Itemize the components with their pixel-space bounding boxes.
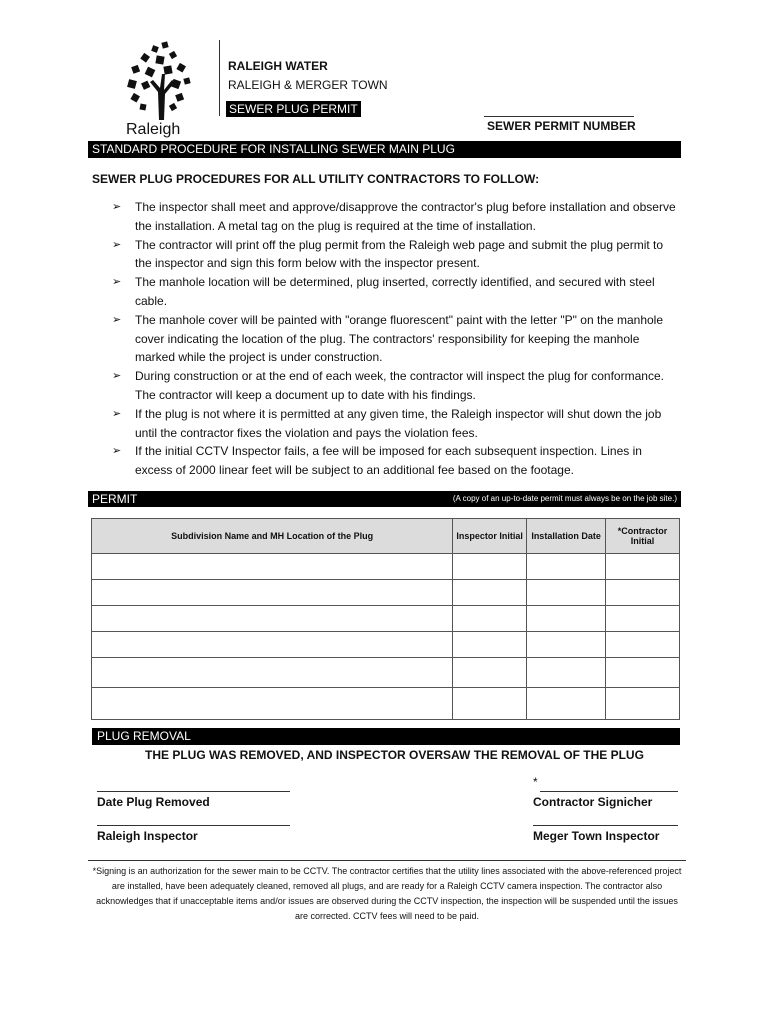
arrow-bullet-icon: ➢ [112, 445, 122, 458]
footer-disclaimer: *Signing is an authorization for the sewer main to be CCTV. The contractor certifies that the utility lines associated with the above-referenced project are installed, have been adequately cleaned, removed all plugs, and are ready for a Raleigh CCTV camera inspection. The contractor also acknowledges that if unacceptable items and/or issues are observed during the CCTV inspection, the inspection will be suspended until the issues are corrected. CCTV fees will need to be paid. [92, 866, 682, 921]
raleigh-inspector-field[interactable] [97, 825, 290, 826]
raleigh-inspector-label: Raleigh Inspector [97, 829, 198, 843]
contractor-initial-cell[interactable] [606, 688, 680, 720]
location-cell[interactable] [92, 688, 453, 720]
procedure-item: ➢ The contractor will print off the plug permit from the Raleigh web page and submit the plug permit to the inspector and sign this form below with the inspector present. [112, 237, 664, 271]
installation-date-cell[interactable] [527, 688, 606, 720]
arrow-bullet-icon: ➢ [112, 201, 122, 213]
procedures-list [112, 198, 680, 480]
permit-bar [88, 491, 681, 507]
permit-number-field[interactable] [484, 116, 634, 117]
table-row [92, 580, 680, 606]
column-header: *Contractor Initial [606, 519, 680, 554]
contractor-initial-cell[interactable] [606, 606, 680, 632]
inspector-initial-cell[interactable] [453, 658, 527, 688]
procedure-item: ➢ The manhole location will be determined, plug inserted, correctly identified, and secured with steel cable. [112, 275, 655, 308]
standard-procedure-bar: STANDARD PROCEDURE FOR INSTALLING SEWER MAIN PLUG [88, 141, 681, 158]
procedure-item: ➢ During construction or at the end of each week, the contractor will inspect the plug for conformance. The contractor will keep a document up to date with his findings. [112, 369, 664, 402]
procedure-item: ➢ The manhole cover will be painted with "orange fluorescent" paint with the letter "P" on the manhole cover indicating the location of the plug. The contractors' responsibility for keeping the manhole marked while the project is under construction. [112, 312, 664, 365]
removal-heading: THE PLUG WAS REMOVED, AND INSPECTOR OVERSAW THE REMOVAL OF THE PLUG [145, 748, 644, 762]
permit-table-header [92, 519, 680, 554]
contractor-initial-cell[interactable] [606, 632, 680, 658]
town-inspector-field[interactable] [533, 825, 678, 826]
arrow-bullet-icon: ➢ [112, 407, 122, 420]
table-row [92, 688, 680, 720]
inspector-initial-cell[interactable] [453, 606, 527, 632]
table-row [92, 632, 680, 658]
arrow-bullet-icon: ➢ [112, 370, 122, 383]
contractor-initial-cell[interactable] [606, 658, 680, 688]
arrow-bullet-icon: ➢ [112, 238, 122, 251]
installation-date-cell[interactable] [527, 606, 606, 632]
table-row [92, 606, 680, 632]
contractor-signature-label: Contractor Signicher [533, 795, 653, 809]
contractor-initial-cell[interactable] [606, 580, 680, 606]
table-row [92, 554, 680, 580]
location-cell[interactable] [92, 580, 453, 606]
contractor-initial-cell[interactable] [606, 554, 680, 580]
permit-number-label: SEWER PERMIT NUMBER [487, 119, 636, 133]
header-divider [219, 40, 220, 116]
location-cell[interactable] [92, 632, 453, 658]
contractor-signature-field[interactable] [540, 791, 678, 792]
footer-divider [88, 860, 686, 861]
date-removed-field[interactable] [97, 791, 290, 792]
installation-date-cell[interactable] [527, 632, 606, 658]
permit-table [91, 518, 680, 720]
location-cell[interactable] [92, 658, 453, 688]
logo-wordmark: Raleigh [126, 121, 181, 138]
installation-date-cell[interactable] [527, 658, 606, 688]
procedures-heading: SEWER PLUG PROCEDURES FOR ALL UTILITY CONTRACTORS TO FOLLOW: [92, 172, 540, 186]
table-row [92, 658, 680, 688]
date-removed-label: Date Plug Removed [97, 795, 210, 809]
installation-date-cell[interactable] [527, 554, 606, 580]
inspector-initial-cell[interactable] [453, 632, 527, 658]
town-inspector-label: Meger Town Inspector [533, 829, 660, 843]
column-header: Subdivision Name and MH Location of the Plug [92, 519, 453, 554]
permit-title-badge: SEWER PLUG PERMIT [226, 101, 361, 117]
installation-date-cell[interactable] [527, 580, 606, 606]
column-header: Inspector Initial [453, 519, 527, 554]
inspector-initial-cell[interactable] [453, 554, 527, 580]
plug-removal-bar: PLUG REMOVAL [92, 728, 680, 745]
org-subtitle: RALEIGH & MERGER TOWN [228, 78, 388, 92]
arrow-bullet-icon: ➢ [112, 276, 122, 289]
location-cell[interactable] [92, 554, 453, 580]
permit-note: (A copy of an up-to-date permit must always be on the job site.) [452, 494, 677, 503]
org-title: RALEIGH WATER [228, 59, 328, 73]
required-asterisk: * [533, 775, 538, 789]
inspector-initial-cell[interactable] [453, 580, 527, 606]
procedure-item: ➢ If the initial CCTV Inspector fails, a fee will be imposed for each subsequent inspection. Lines in excess of 2000 linear feet will be subject to an additional fee based on the footage. [112, 444, 642, 478]
procedure-item: ➢ The inspector shall meet and approve/disapprove the contractor's plug before installation and observe the installation. A metal tag on the plug is required at the time of installation. [112, 200, 676, 233]
inspector-initial-cell[interactable] [453, 688, 527, 720]
location-cell[interactable] [92, 606, 453, 632]
procedure-item: ➢ If the plug is not where it is permitted at any given time, the Raleigh inspector will shut down the job until the contractor fixes the violation and pays the violation fees. [112, 406, 662, 440]
permit-label: PERMIT [92, 492, 138, 506]
arrow-bullet-icon: ➢ [112, 313, 122, 326]
column-header: Installation Date [527, 519, 606, 554]
